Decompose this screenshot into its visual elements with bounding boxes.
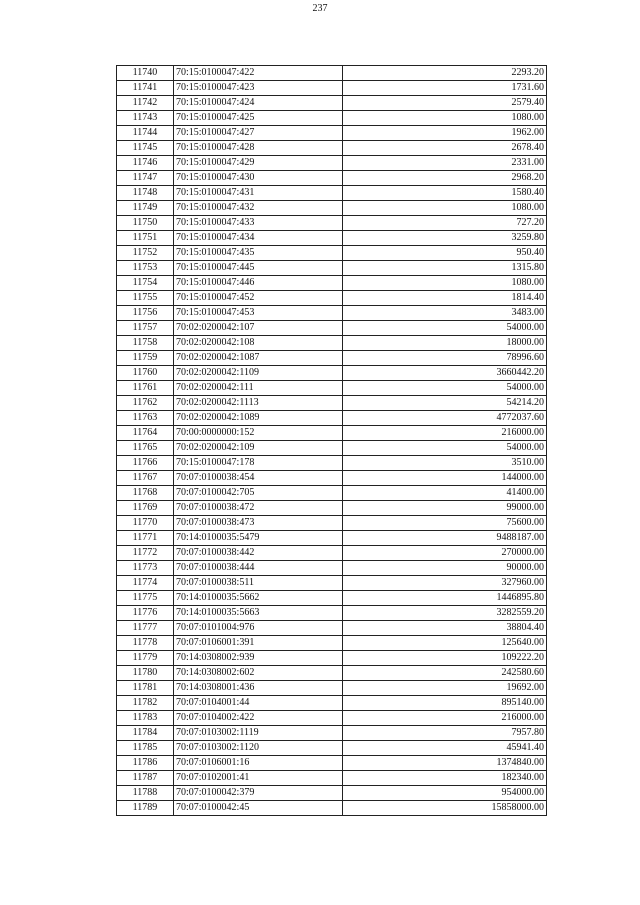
value-cell: 41400.00	[343, 486, 547, 501]
row-number-cell: 11771	[117, 531, 174, 546]
table-row	[117, 171, 547, 186]
cadastral-number-cell: 70:15:0100047:425	[174, 111, 343, 126]
value-cell: 727.20	[343, 216, 547, 231]
cadastral-number-cell: 70:14:0100035:5663	[174, 606, 343, 621]
value-cell: 99000.00	[343, 501, 547, 516]
row-number-cell: 11770	[117, 516, 174, 531]
row-number-cell: 11750	[117, 216, 174, 231]
value-cell: 109222.20	[343, 651, 547, 666]
cadastral-number-cell: 70:02:0200042:1113	[174, 396, 343, 411]
cadastral-number-cell: 70:07:0100042:45	[174, 801, 343, 816]
row-number-cell: 11776	[117, 606, 174, 621]
table-row	[117, 456, 547, 471]
row-number-cell: 11777	[117, 621, 174, 636]
table-row	[117, 666, 547, 681]
cadastral-number-cell: 70:15:0100047:432	[174, 201, 343, 216]
row-number-cell: 11747	[117, 171, 174, 186]
table-row	[117, 711, 547, 726]
data-table	[116, 65, 547, 816]
table-row	[117, 501, 547, 516]
table-row	[117, 786, 547, 801]
cadastral-number-cell: 70:15:0100047:178	[174, 456, 343, 471]
value-cell: 1731.60	[343, 81, 547, 96]
row-number-cell: 11749	[117, 201, 174, 216]
row-number-cell: 11778	[117, 636, 174, 651]
table-row	[117, 246, 547, 261]
table-row	[117, 576, 547, 591]
row-number-cell: 11748	[117, 186, 174, 201]
table-row	[117, 276, 547, 291]
value-cell: 216000.00	[343, 426, 547, 441]
table-row	[117, 201, 547, 216]
cadastral-number-cell: 70:15:0100047:428	[174, 141, 343, 156]
table-row	[117, 366, 547, 381]
row-number-cell: 11785	[117, 741, 174, 756]
row-number-cell: 11767	[117, 471, 174, 486]
value-cell: 3259.80	[343, 231, 547, 246]
cadastral-number-cell: 70:15:0100047:423	[174, 81, 343, 96]
row-number-cell: 11741	[117, 81, 174, 96]
value-cell: 1080.00	[343, 111, 547, 126]
value-cell: 18000.00	[343, 336, 547, 351]
value-cell: 895140.00	[343, 696, 547, 711]
value-cell: 54214.20	[343, 396, 547, 411]
value-cell: 54000.00	[343, 321, 547, 336]
row-number-cell: 11743	[117, 111, 174, 126]
cadastral-number-cell: 70:02:0200042:109	[174, 441, 343, 456]
table-row	[117, 546, 547, 561]
cadastral-number-cell: 70:15:0100047:430	[174, 171, 343, 186]
value-cell: 75600.00	[343, 516, 547, 531]
row-number-cell: 11744	[117, 126, 174, 141]
row-number-cell: 11757	[117, 321, 174, 336]
cadastral-number-cell: 70:15:0100047:434	[174, 231, 343, 246]
row-number-cell: 11753	[117, 261, 174, 276]
table-row	[117, 591, 547, 606]
row-number-cell: 11768	[117, 486, 174, 501]
value-cell: 3483.00	[343, 306, 547, 321]
cadastral-number-cell: 70:02:0200042:111	[174, 381, 343, 396]
cadastral-number-cell: 70:07:0104002:422	[174, 711, 343, 726]
cadastral-number-cell: 70:02:0200042:108	[174, 336, 343, 351]
value-cell: 327960.00	[343, 576, 547, 591]
cadastral-number-cell: 70:07:0102001:41	[174, 771, 343, 786]
value-cell: 125640.00	[343, 636, 547, 651]
table-row	[117, 441, 547, 456]
cadastral-number-cell: 70:07:0100042:379	[174, 786, 343, 801]
cadastral-number-cell: 70:15:0100047:427	[174, 126, 343, 141]
table-row	[117, 216, 547, 231]
row-number-cell: 11760	[117, 366, 174, 381]
value-cell: 7957.80	[343, 726, 547, 741]
cadastral-number-cell: 70:14:0308001:436	[174, 681, 343, 696]
value-cell: 45941.40	[343, 741, 547, 756]
cadastral-number-cell: 70:07:0104001:44	[174, 696, 343, 711]
row-number-cell: 11782	[117, 696, 174, 711]
table-row	[117, 411, 547, 426]
table-row	[117, 381, 547, 396]
cadastral-number-cell: 70:15:0100047:424	[174, 96, 343, 111]
value-cell: 15858000.00	[343, 801, 547, 816]
cadastral-number-cell: 70:07:0106001:391	[174, 636, 343, 651]
row-number-cell: 11755	[117, 291, 174, 306]
table-body	[117, 66, 547, 816]
cadastral-number-cell: 70:15:0100047:429	[174, 156, 343, 171]
value-cell: 2579.40	[343, 96, 547, 111]
row-number-cell: 11780	[117, 666, 174, 681]
cadastral-number-cell: 70:07:0103002:1119	[174, 726, 343, 741]
table-row	[117, 156, 547, 171]
value-cell: 270000.00	[343, 546, 547, 561]
row-number-cell: 11764	[117, 426, 174, 441]
cadastral-number-cell: 70:15:0100047:431	[174, 186, 343, 201]
value-cell: 38804.40	[343, 621, 547, 636]
value-cell: 4772037.60	[343, 411, 547, 426]
table-row	[117, 741, 547, 756]
table-row	[117, 96, 547, 111]
cadastral-number-cell: 70:14:0308002:939	[174, 651, 343, 666]
value-cell: 182340.00	[343, 771, 547, 786]
cadastral-number-cell: 70:14:0100035:5662	[174, 591, 343, 606]
value-cell: 1962.00	[343, 126, 547, 141]
cadastral-number-cell: 70:15:0100047:446	[174, 276, 343, 291]
table-row	[117, 636, 547, 651]
value-cell: 950.40	[343, 246, 547, 261]
table-row	[117, 771, 547, 786]
value-cell: 1814.40	[343, 291, 547, 306]
cadastral-number-cell: 70:00:0000000:152	[174, 426, 343, 441]
cadastral-number-cell: 70:15:0100047:453	[174, 306, 343, 321]
row-number-cell: 11789	[117, 801, 174, 816]
value-cell: 216000.00	[343, 711, 547, 726]
value-cell: 1080.00	[343, 201, 547, 216]
cadastral-number-cell: 70:07:0100038:444	[174, 561, 343, 576]
cadastral-number-cell: 70:15:0100047:433	[174, 216, 343, 231]
table-row	[117, 306, 547, 321]
cadastral-number-cell: 70:14:0100035:5479	[174, 531, 343, 546]
row-number-cell: 11773	[117, 561, 174, 576]
row-number-cell: 11762	[117, 396, 174, 411]
row-number-cell: 11756	[117, 306, 174, 321]
row-number-cell: 11746	[117, 156, 174, 171]
cadastral-number-cell: 70:07:0103002:1120	[174, 741, 343, 756]
table-row	[117, 471, 547, 486]
row-number-cell: 11763	[117, 411, 174, 426]
value-cell: 2678.40	[343, 141, 547, 156]
row-number-cell: 11769	[117, 501, 174, 516]
cadastral-number-cell: 70:07:0101004:976	[174, 621, 343, 636]
row-number-cell: 11740	[117, 66, 174, 81]
row-number-cell: 11788	[117, 786, 174, 801]
table-row	[117, 396, 547, 411]
table-row	[117, 531, 547, 546]
value-cell: 90000.00	[343, 561, 547, 576]
value-cell: 1315.80	[343, 261, 547, 276]
page-number: 237	[312, 3, 328, 14]
row-number-cell: 11761	[117, 381, 174, 396]
value-cell: 242580.60	[343, 666, 547, 681]
value-cell: 2968.20	[343, 171, 547, 186]
value-cell: 78996.60	[343, 351, 547, 366]
row-number-cell: 11758	[117, 336, 174, 351]
cadastral-number-cell: 70:15:0100047:422	[174, 66, 343, 81]
value-cell: 9488187.00	[343, 531, 547, 546]
cadastral-number-cell: 70:02:0200042:1109	[174, 366, 343, 381]
cadastral-number-cell: 70:02:0200042:107	[174, 321, 343, 336]
table-row	[117, 81, 547, 96]
row-number-cell: 11786	[117, 756, 174, 771]
value-cell: 54000.00	[343, 441, 547, 456]
table-row	[117, 726, 547, 741]
table-row	[117, 606, 547, 621]
value-cell: 3660442.20	[343, 366, 547, 381]
value-cell: 954000.00	[343, 786, 547, 801]
table-row	[117, 486, 547, 501]
value-cell: 54000.00	[343, 381, 547, 396]
row-number-cell: 11742	[117, 96, 174, 111]
table-row	[117, 756, 547, 771]
cadastral-number-cell: 70:07:0100038:473	[174, 516, 343, 531]
cadastral-number-cell: 70:07:0100038:511	[174, 576, 343, 591]
cadastral-number-cell: 70:15:0100047:445	[174, 261, 343, 276]
table-row	[117, 516, 547, 531]
table-row	[117, 426, 547, 441]
table-row	[117, 126, 547, 141]
row-number-cell: 11779	[117, 651, 174, 666]
row-number-cell: 11783	[117, 711, 174, 726]
row-number-cell: 11751	[117, 231, 174, 246]
value-cell: 3282559.20	[343, 606, 547, 621]
table-row	[117, 231, 547, 246]
table-row	[117, 561, 547, 576]
table-row	[117, 321, 547, 336]
row-number-cell: 11745	[117, 141, 174, 156]
row-number-cell: 11775	[117, 591, 174, 606]
table-row	[117, 291, 547, 306]
cadastral-number-cell: 70:15:0100047:452	[174, 291, 343, 306]
cadastral-number-cell: 70:07:0100042:705	[174, 486, 343, 501]
value-cell: 1446895.80	[343, 591, 547, 606]
cadastral-number-cell: 70:14:0308002:602	[174, 666, 343, 681]
row-number-cell: 11759	[117, 351, 174, 366]
row-number-cell: 11766	[117, 456, 174, 471]
value-cell: 1580.40	[343, 186, 547, 201]
cadastral-number-cell: 70:02:0200042:1089	[174, 411, 343, 426]
row-number-cell: 11765	[117, 441, 174, 456]
cadastral-number-cell: 70:02:0200042:1087	[174, 351, 343, 366]
row-number-cell: 11772	[117, 546, 174, 561]
cadastral-number-cell: 70:07:0100038:454	[174, 471, 343, 486]
table-row	[117, 186, 547, 201]
cadastral-number-cell: 70:07:0106001:16	[174, 756, 343, 771]
table-row	[117, 681, 547, 696]
row-number-cell: 11784	[117, 726, 174, 741]
row-number-cell: 11754	[117, 276, 174, 291]
table-row	[117, 696, 547, 711]
cadastral-number-cell: 70:07:0100038:472	[174, 501, 343, 516]
value-cell: 2293.20	[343, 66, 547, 81]
value-cell: 1374840.00	[343, 756, 547, 771]
table-row	[117, 336, 547, 351]
value-cell: 19692.00	[343, 681, 547, 696]
row-number-cell: 11774	[117, 576, 174, 591]
value-cell: 2331.00	[343, 156, 547, 171]
table-row	[117, 261, 547, 276]
row-number-cell: 11787	[117, 771, 174, 786]
value-cell: 3510.00	[343, 456, 547, 471]
value-cell: 144000.00	[343, 471, 547, 486]
table-row	[117, 351, 547, 366]
row-number-cell: 11781	[117, 681, 174, 696]
table-row	[117, 621, 547, 636]
table-row	[117, 141, 547, 156]
table-row	[117, 651, 547, 666]
row-number-cell: 11752	[117, 246, 174, 261]
table-row	[117, 66, 547, 81]
cadastral-number-cell: 70:07:0100038:442	[174, 546, 343, 561]
table-row	[117, 111, 547, 126]
value-cell: 1080.00	[343, 276, 547, 291]
table-row	[117, 801, 547, 816]
cadastral-number-cell: 70:15:0100047:435	[174, 246, 343, 261]
